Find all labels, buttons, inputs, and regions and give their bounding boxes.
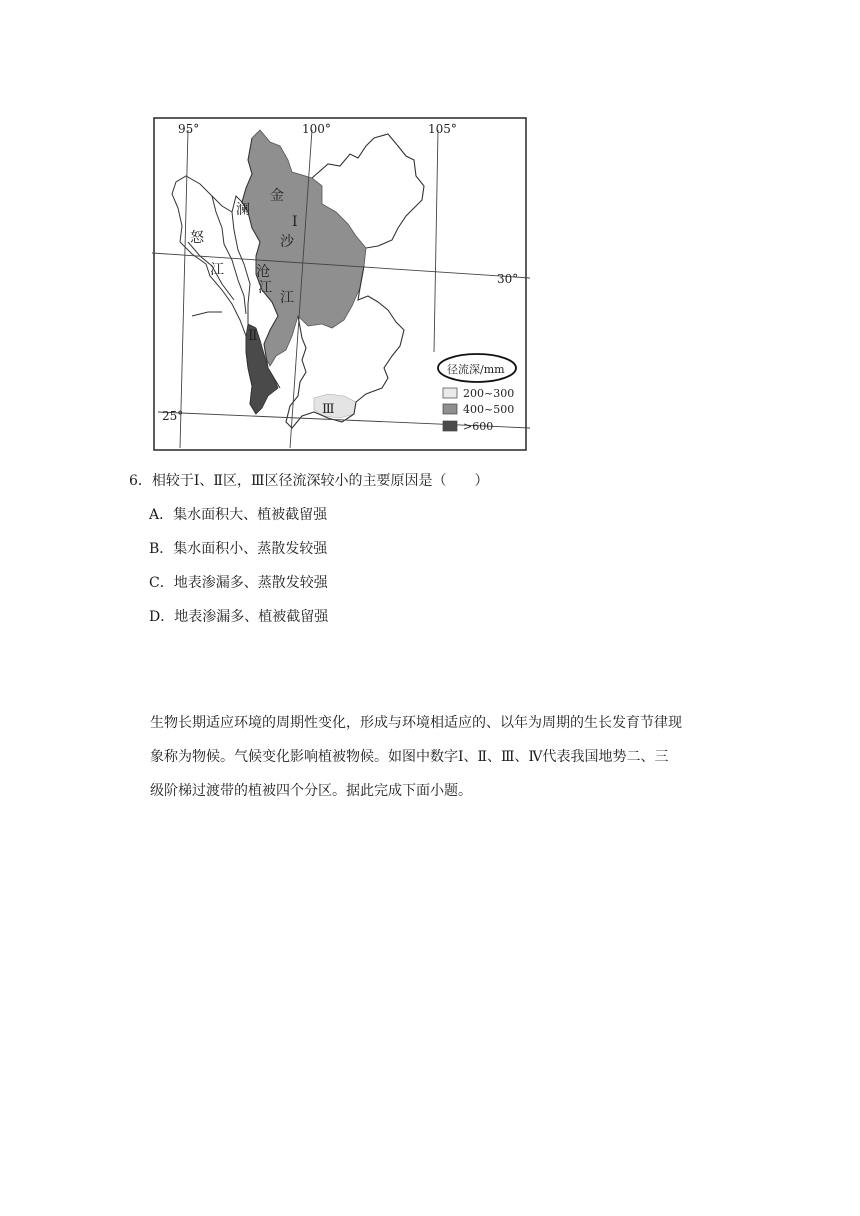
legend-label-200-300: 200~300 [463, 387, 515, 400]
legend-label-400-500: 400~500 [463, 403, 515, 416]
river-nu-char-1: 怒 [190, 230, 204, 246]
longitude-label-95: 95° [178, 122, 200, 136]
river-nu-char-2: 江 [210, 262, 224, 278]
question-stem: 6．相较于Ⅰ、Ⅱ区，Ⅲ区径流深较小的主要原因是（ ） [129, 473, 489, 489]
latitude-label-25: 25° [162, 409, 184, 423]
longitude-label-100: 100° [302, 122, 331, 136]
river-jinsha-char-2: 沙 [280, 234, 294, 250]
passage-line-3: 级阶梯过渡带的植被四个分区。据此完成下面小题。 [150, 783, 472, 799]
latitude-label-30: 30° [497, 272, 519, 286]
map-figure [152, 116, 530, 452]
question-6 [129, 471, 488, 641]
reading-passage [150, 706, 742, 808]
option-a[interactable]: A．集水面积大、植被截留强 [149, 507, 328, 523]
river-lancang-char-1: 澜 [236, 202, 250, 218]
runoff-map [152, 116, 530, 452]
river-lancang-char-3: 江 [258, 280, 272, 296]
region-2-label: Ⅱ [248, 328, 258, 344]
passage-line-1: 生物长期适应环境的周期性变化，形成与环境相适应的、以年为周期的生长发育节律现 [150, 715, 682, 731]
passage-line-2: 象称为物候。气候变化影响植被物候。如图中数字Ⅰ、Ⅱ、Ⅲ、Ⅳ代表我国地势二、三 [150, 749, 669, 765]
river-jinsha-char-1: 金 [270, 188, 284, 204]
legend-swatch-400-500 [443, 404, 457, 414]
river-jinsha-char-3: 江 [280, 290, 294, 306]
option-c[interactable]: C．地表渗漏多、蒸散发较强 [149, 575, 328, 591]
legend-swatch-200-300 [443, 388, 457, 398]
river-lancang-char-2: 沧 [256, 264, 270, 280]
option-b[interactable]: B．集水面积小、蒸散发较强 [149, 541, 328, 557]
passage-paragraph [150, 706, 742, 808]
legend-label-over-600: >600 [463, 420, 494, 433]
option-d[interactable]: D．地表渗漏多、植被截留强 [149, 609, 329, 625]
region-3-label: Ⅲ [322, 402, 335, 417]
legend-title: 径流深/mm [447, 363, 505, 376]
legend-swatch-over-600 [443, 421, 457, 431]
region-1-label: Ⅰ [292, 214, 298, 230]
longitude-label-105: 105° [428, 122, 457, 136]
